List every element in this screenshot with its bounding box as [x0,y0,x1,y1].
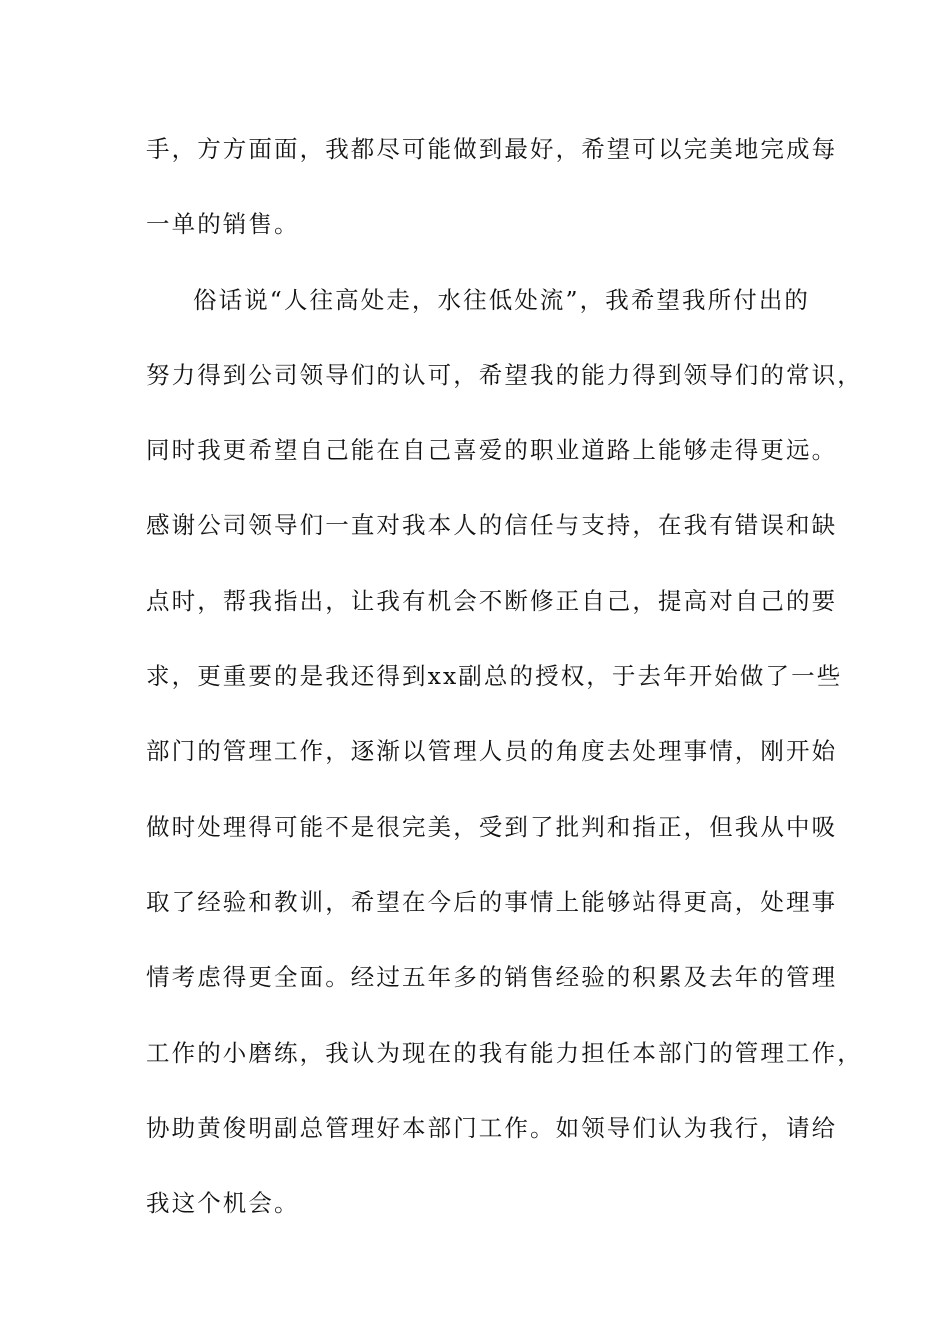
text-line-11: 取了经验和教训，希望在今后的事情上能够站得更高，处理事 [146,887,838,916]
text-line-3-paragraph-start: 俗话说“人往高处走，水往低处流”，我希望我所付出的 [193,285,811,314]
text-line-2: 一单的销售。 [146,210,300,239]
text-line-15: 我这个机会。 [146,1189,300,1218]
text-line-8: 求，更重要的是我还得到xx副总的授权，于去年开始做了一些 [146,662,843,691]
text-line-12: 情考虑得更全面。经过五年多的销售经验的积累及去年的管理 [146,963,838,992]
text-line-1: 手，方方面面，我都尽可能做到最好，希望可以完美地完成每 [146,135,838,163]
body-text [146,126,863,1255]
text-line-6: 感谢公司领导们一直对我本人的信任与支持，在我有错误和缺 [146,511,838,540]
text-line-5: 同时我更希望自己能在自己喜爱的职业道路上能够走得更远。 [146,436,838,465]
text-line-7: 点时，帮我指出，让我有机会不断修正自己，提高对自己的要 [146,586,838,615]
text-line-9: 部门的管理工作，逐渐以管理人员的角度去处理事情，刚开始 [146,737,838,766]
text-line-10: 做时处理得可能不是很完美，受到了批判和指正，但我从中吸 [146,812,838,841]
text-line-4: 努力得到公司领导们的认可，希望我的能力得到领导们的常识， [146,360,863,389]
text-line-14: 协助黄俊明副总管理好本部门工作。如领导们认为我行，请给 [146,1113,838,1142]
text-line-13: 工作的小磨练，我认为现在的我有能力担任本部门的管理工作， [146,1038,863,1067]
